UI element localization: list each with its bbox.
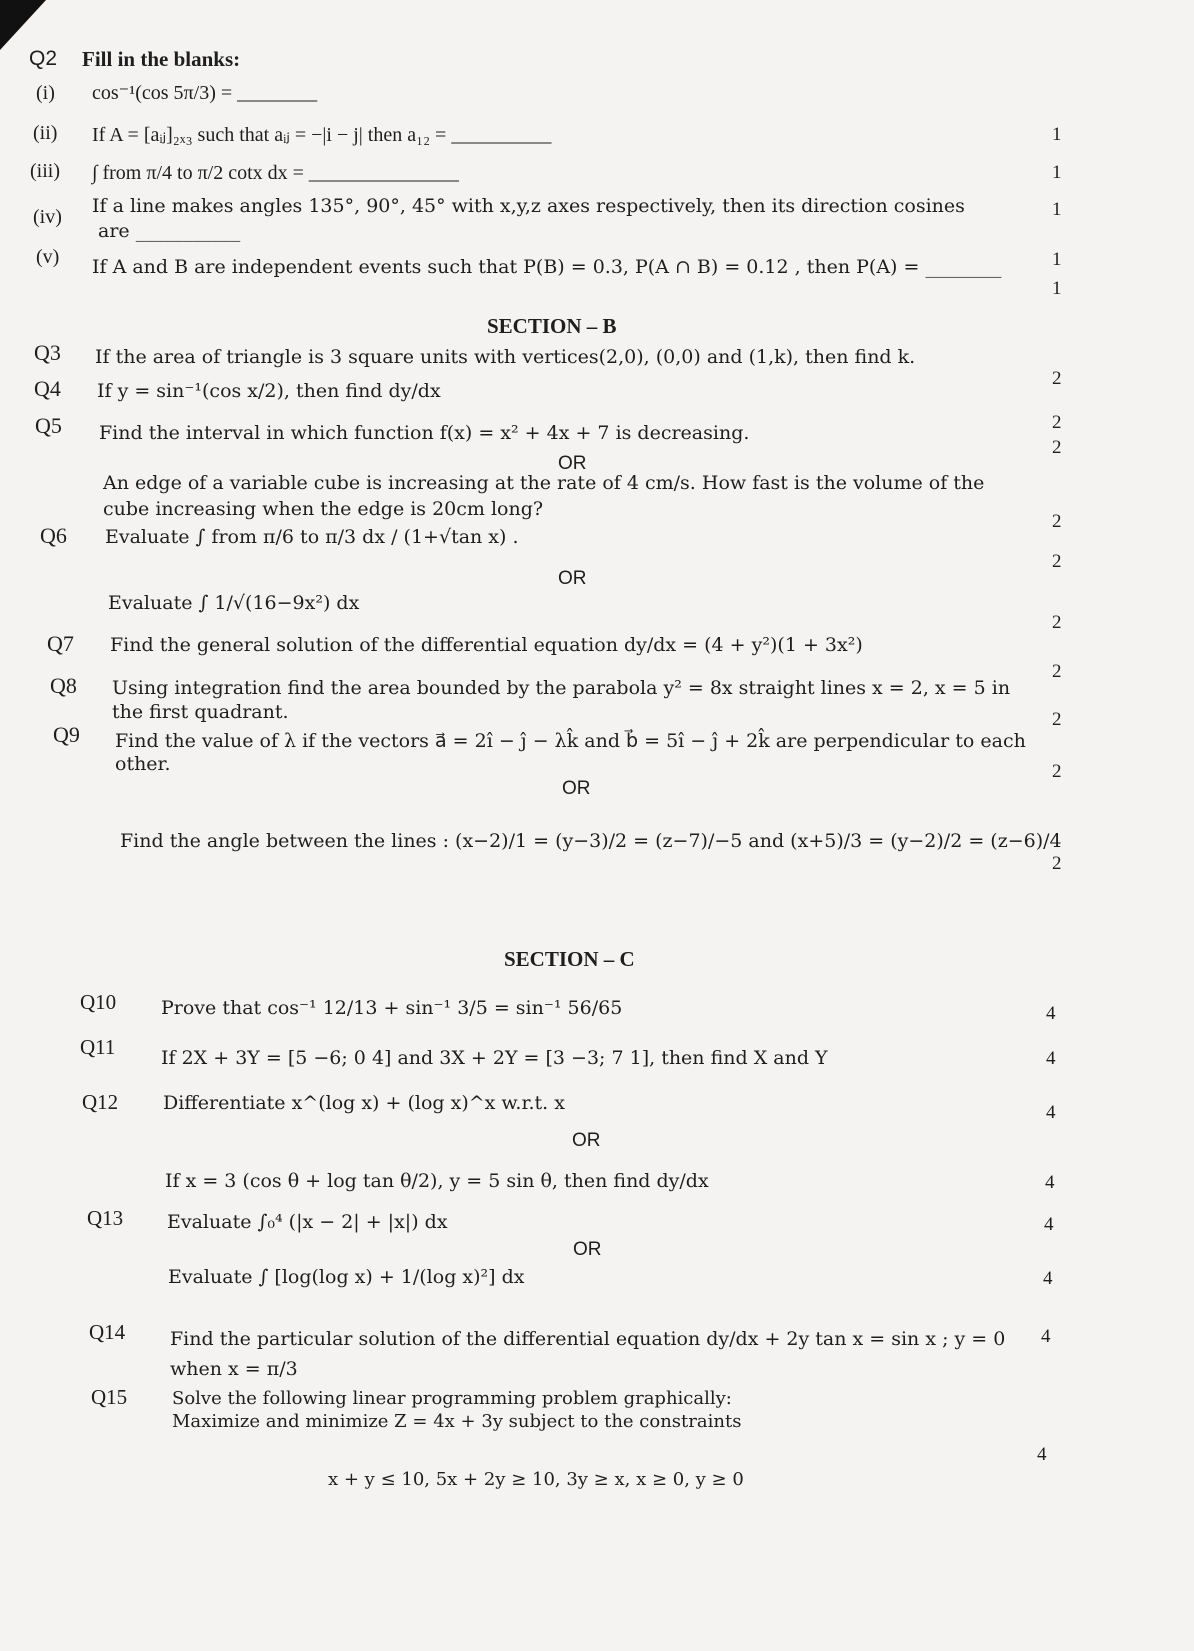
q12-alt-text: If x = 3 (cos θ + log tan θ/2), y = 5 sin θ, then find dy/dx xyxy=(165,1170,709,1192)
section-b-title: SECTION – B xyxy=(487,314,617,338)
q12-label: Q12 xyxy=(82,1090,119,1114)
q7-text: Find the general solution of the differential equation dy/dx = (4 + y²)(1 + 3x²) xyxy=(110,634,863,656)
mark-10: 2 xyxy=(1052,551,1062,572)
q10-text: Prove that cos⁻¹ 12/13 + sin⁻¹ 3/5 = sin⁻¹ 56/65 xyxy=(161,997,623,1019)
q15-text: Solve the following linear programming problem graphically: xyxy=(172,1388,732,1409)
or-label-q13: OR xyxy=(573,1239,602,1260)
q14-text-line2: when x = π/3 xyxy=(170,1358,298,1380)
mark-23: 4 xyxy=(1037,1444,1047,1465)
q13-alt-text: Evaluate ∫ [log(log x) + 1/(log x)²] dx xyxy=(168,1266,525,1288)
q13-text: Evaluate ∫₀⁴ (|x − 2| + |x|) dx xyxy=(167,1211,448,1233)
fill-text-iii: ∫ from π/4 to π/2 cotx dx = _______________ xyxy=(92,162,459,184)
mark-18: 4 xyxy=(1046,1102,1056,1123)
fill-text-v: If A and B are independent events such that P(B) = 0.3, P(A ∩ B) = 0.12 , then P(A) = ________ xyxy=(92,256,1002,278)
q13-label: Q13 xyxy=(87,1206,124,1230)
or-label-q12: OR xyxy=(572,1130,601,1151)
q4-label: Q4 xyxy=(34,376,61,401)
mark-9: 2 xyxy=(1052,511,1062,532)
mark-19: 4 xyxy=(1045,1172,1055,1193)
q5-label: Q5 xyxy=(35,413,62,438)
mark-21: 4 xyxy=(1043,1268,1053,1289)
fill-text-iv: If a line makes angles 135°, 90°, 45° with x,y,z axes respectively, then its direction cosines xyxy=(92,195,965,217)
q8-text: Using integration find the area bounded by the parabola y² = 8x straight lines x = 2, x = 5 in xyxy=(112,677,1011,699)
mark-2: 1 xyxy=(1052,162,1062,183)
fill-label-iv: (iv) xyxy=(33,206,62,228)
or-label-q9: OR xyxy=(562,778,591,799)
q11-label: Q11 xyxy=(80,1035,116,1059)
q15-text-line2: Maximize and minimize Z = 4x + 3y subject to the constraints xyxy=(172,1411,742,1432)
q5-text: Find the interval in which function f(x) = x² + 4x + 7 is decreasing. xyxy=(99,422,750,444)
q5-alt-text-line2: cube increasing when the edge is 20cm long? xyxy=(103,498,544,520)
q9-label: Q9 xyxy=(53,722,80,747)
mark-6: 2 xyxy=(1052,368,1062,389)
or-label-q6: OR xyxy=(558,568,587,589)
mark-5: 1 xyxy=(1052,278,1062,299)
fill-text-ii: If A = [aᵢⱼ]₂ₓ₃ such that aᵢⱼ = −|i − j| then a₁₂ = __________ xyxy=(92,124,552,146)
q11-text: If 2X + 3Y = [5 −6; 0 4] and 3X + 2Y = [3 −3; 7 1], then find X and Y xyxy=(161,1047,828,1069)
q8-text-line2: the first quadrant. xyxy=(112,701,289,723)
q10-label: Q10 xyxy=(80,990,117,1014)
mark-16: 4 xyxy=(1046,1003,1056,1024)
mark-4: 1 xyxy=(1052,249,1062,270)
q2-title: Fill in the blanks: xyxy=(82,47,241,71)
q4-text: If y = sin⁻¹(cos x/2), then find dy/dx xyxy=(97,380,441,402)
q9-text-line2: other. xyxy=(115,753,171,775)
q15-label: Q15 xyxy=(91,1385,128,1409)
q14-text: Find the particular solution of the differential equation dy/dx + 2y tan x = sin x ; y = 0 xyxy=(170,1328,1006,1350)
q3-label: Q3 xyxy=(34,340,61,365)
q3-text: If the area of triangle is 3 square units with vertices(2,0), (0,0) and (1,k), then find k. xyxy=(95,346,916,368)
mark-13: 2 xyxy=(1052,709,1062,730)
fill-text-i: cos⁻¹(cos 5π/3) = ________ xyxy=(92,82,318,104)
q6-alt-text: Evaluate ∫ 1/√(16−9x²) dx xyxy=(108,592,360,614)
fill-text-iv-line2: are ___________ xyxy=(98,220,241,242)
q2-label: Q2 xyxy=(29,47,58,70)
mark-1: 1 xyxy=(1052,124,1062,145)
mark-11: 2 xyxy=(1052,612,1062,633)
q9-alt-text: Find the angle between the lines : (x−2)/1 = (y−3)/2 = (z−7)/−5 and (x+5)/3 = (y−2)/2 = (z−6)/4 xyxy=(120,830,1062,852)
fill-label-iii: (iii) xyxy=(30,160,60,182)
mark-20: 4 xyxy=(1044,1214,1054,1235)
q15-constraints: x + y ≤ 10, 5x + 2y ≥ 10, 3y ≥ x, x ≥ 0, y ≥ 0 xyxy=(328,1469,744,1490)
scan-corner-shadow xyxy=(0,0,46,50)
q14-label: Q14 xyxy=(89,1320,126,1344)
mark-15: 2 xyxy=(1052,853,1062,874)
q12-text: Differentiate x^(log x) + (log x)^x w.r.t. x xyxy=(163,1092,565,1114)
q8-label: Q8 xyxy=(50,673,77,698)
mark-8: 2 xyxy=(1052,437,1062,458)
mark-22: 4 xyxy=(1041,1326,1051,1347)
fill-label-i: (i) xyxy=(36,82,55,104)
q6-text: Evaluate ∫ from π/6 to π/3 dx / (1+√tan x) . xyxy=(105,526,519,548)
fill-label-ii: (ii) xyxy=(33,122,58,144)
mark-14: 2 xyxy=(1052,761,1062,782)
or-label-q5: OR xyxy=(558,453,587,474)
q5-alt-text: An edge of a variable cube is increasing at the rate of 4 cm/s. How fast is the volume of the xyxy=(103,472,985,494)
q7-label: Q7 xyxy=(47,631,74,656)
mark-12: 2 xyxy=(1052,661,1062,682)
mark-17: 4 xyxy=(1046,1048,1056,1069)
mark-3: 1 xyxy=(1052,199,1062,220)
fill-label-v: (v) xyxy=(36,246,60,268)
mark-7: 2 xyxy=(1052,412,1062,433)
section-c-title: SECTION – C xyxy=(504,947,635,971)
q6-label: Q6 xyxy=(40,523,67,548)
q9-text: Find the value of λ if the vectors a⃗ = 2î − ĵ − λk̂ and b⃗ = 5î − ĵ + 2k̂ are perpendicular to each xyxy=(115,730,1026,752)
